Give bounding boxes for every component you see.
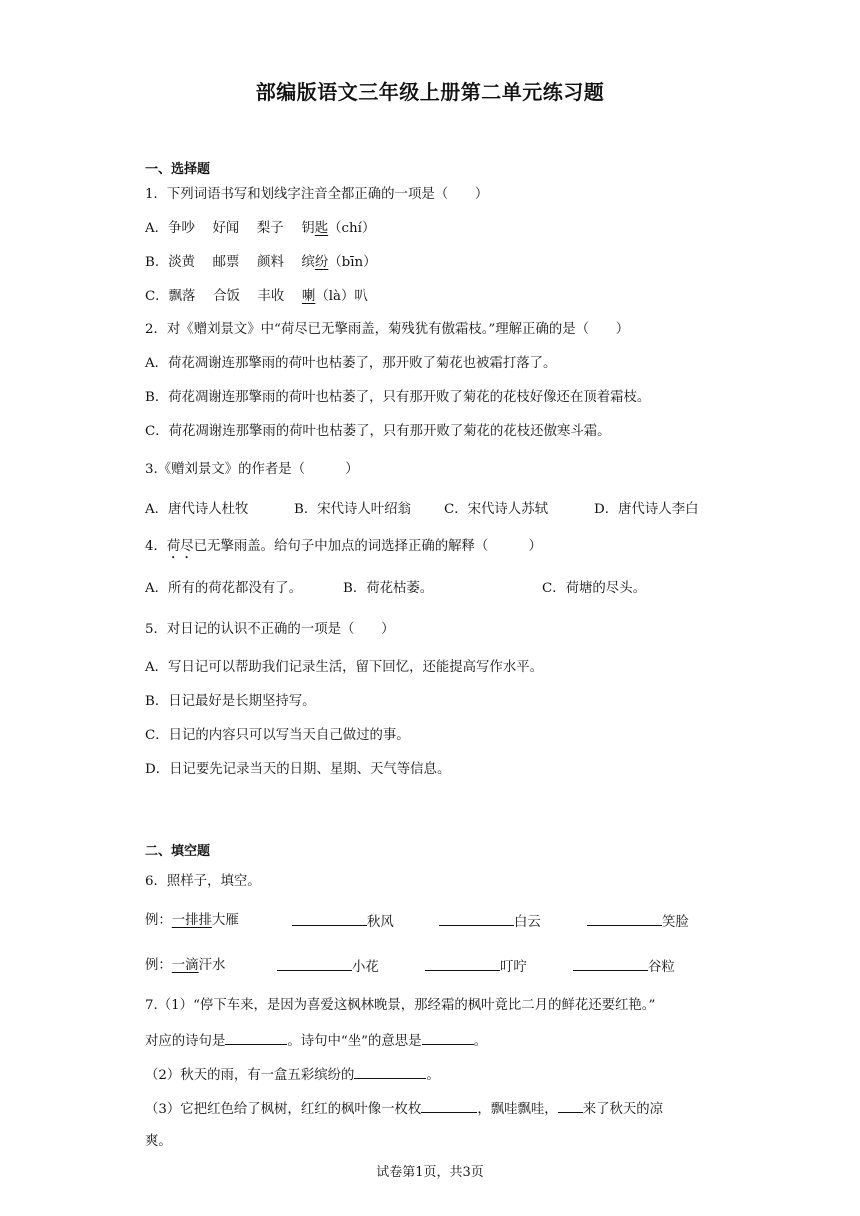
underlined-char: 匙 [314,221,329,236]
question-6-example-1 [145,911,239,931]
option-pinyin: （bīn） [328,255,377,270]
question-7-part-3 [145,1098,663,1120]
answer-blank[interactable] [277,956,352,971]
question-text: 。诗句中“坐”的意思是 [287,1034,422,1049]
underlined-char: 喇 [301,289,316,304]
question-6-example-2 [145,956,225,976]
question-2-option-c: C．荷花凋谢连那擎雨的荷叶也枯萎了，只有那开败了菊花的花枝还傲寒斗霜。 [145,424,611,439]
page-title: 部编版语文三年级上册第二单元练习题 [255,80,605,104]
option-text: C．飘落 合饭 丰收 [145,289,302,304]
option-pinyin: （chí） [328,221,376,236]
item-word: 谷粒 [648,960,675,975]
item-word: 秋风 [367,915,394,930]
question-5-stem: 5．对日记的认识不正确的一项是（ ） [145,622,395,637]
question-2-option-b: B．荷花凋谢连那擎雨的荷叶也枯萎了，只有那开败了菊花的花枝好像还在顶着霜枝。 [145,390,651,405]
question-number: 4． [145,539,167,554]
example-label: 例： [145,958,172,973]
question-text: 。 [473,1034,487,1049]
question-text: 对应的诗句是 [145,1034,226,1049]
answer-blank[interactable] [421,1098,477,1113]
answer-blank[interactable] [225,1030,287,1045]
question-6-item [573,956,675,978]
answer-blank[interactable] [422,1030,474,1045]
item-word: 笑脸 [662,915,689,930]
example-noun: 汗水 [198,958,226,973]
question-2-option-a: A．荷花凋谢连那擎雨的荷叶也枯萎了，那开败了菊花也被霜打落了。 [145,356,557,371]
question-5-option-d: D．日记要先记录当天的日期、星期、天气等信息。 [145,762,451,777]
question-3-option-d: D．唐代诗人李白 [594,502,699,517]
question-4-option-a: A．所有的荷花都没有了。 [145,581,302,596]
question-6-item [277,956,379,978]
section-heading-fill: 二、填空题 [145,844,211,859]
question-text: （3）它把红色给了枫树，红红的枫叶像一枚枚 [145,1102,422,1117]
answer-blank[interactable] [587,911,662,926]
question-3-option-c: C．宋代诗人苏轼 [444,502,548,517]
question-7-part-1-line-1: 7.（1）“停下车来，是因为喜爱这枫林晚景，那经霜的枫叶竟比二月的鲜花还要红艳。” [145,998,656,1013]
question-3-option-b: B．宋代诗人叶绍翁 [294,502,411,517]
option-text: A．争吵 好闻 梨子 钥 [145,221,315,236]
option-text: B．淡黄 邮票 颜料 缤 [145,255,315,270]
answer-blank[interactable] [439,911,514,926]
question-4-option-b: B．荷花枯萎。 [343,581,434,596]
question-5-option-c: C．日记的内容只可以写当天自己做过的事。 [145,728,410,743]
item-word: 小花 [352,960,379,975]
question-text: 已无擎雨盖。给句子中加点的词选择正确的解释（ ） [193,539,542,554]
question-1-stem: 1．下列词语书写和划线字注音全都正确的一项是（ ） [145,187,489,202]
question-6-stem: 6．照样子，填空。 [145,874,261,889]
question-3-option-a: A．唐代诗人杜牧 [145,502,249,517]
example-noun: 大雁 [211,913,239,928]
question-text: 来了秋天的凉 [582,1102,664,1117]
question-1-option-b [145,253,377,273]
example-label: 例： [145,913,172,928]
option-pinyin: （là）叭 [315,289,368,304]
question-7-part-1-line-2 [145,1030,487,1052]
question-6-item [587,911,689,933]
dotted-word: 荷尽 [166,539,194,554]
answer-blank[interactable] [425,956,500,971]
question-1-option-a [145,219,375,239]
question-text: （2）秋天的雨，有一盒五彩缤纷的 [145,1068,355,1083]
item-word: 叮咛 [500,960,527,975]
question-3-stem: 3.《赠刘景文》的作者是（ ） [145,462,359,477]
underlined-char: 纷 [314,255,329,270]
question-7-part-2 [145,1064,440,1086]
question-6-item [425,956,527,978]
question-text: ，飘哇飘哇， [477,1102,558,1117]
question-7-part-3-line-2: 爽。 [145,1134,172,1149]
example-word: 一排排 [171,913,212,928]
question-5-option-b: B．日记最好是长期坚持写。 [145,694,316,709]
example-word: 一滴 [171,958,199,973]
page-footer: 试卷第1页，共3页 [376,1165,484,1180]
question-4-stem [145,537,542,562]
answer-blank[interactable] [292,911,367,926]
section-heading-choice: 一、选择题 [145,162,211,177]
question-1-option-c [145,287,368,307]
question-4-option-c: C．荷塘的尽头。 [542,581,646,596]
question-text: 。 [426,1068,440,1083]
item-word: 白云 [514,915,541,930]
answer-blank[interactable] [354,1064,426,1079]
question-5-option-a: A．写日记可以帮助我们记录生活，留下回忆，还能提高写作水平。 [145,660,543,675]
answer-blank[interactable] [573,956,648,971]
answer-blank[interactable] [558,1098,583,1113]
question-6-item [292,911,394,933]
question-2-stem: 2．对《赠刘景文》中“荷尽已无擎雨盖，菊残犹有傲霜枝。”理解正确的是（ ） [145,322,630,337]
question-6-item [439,911,541,933]
